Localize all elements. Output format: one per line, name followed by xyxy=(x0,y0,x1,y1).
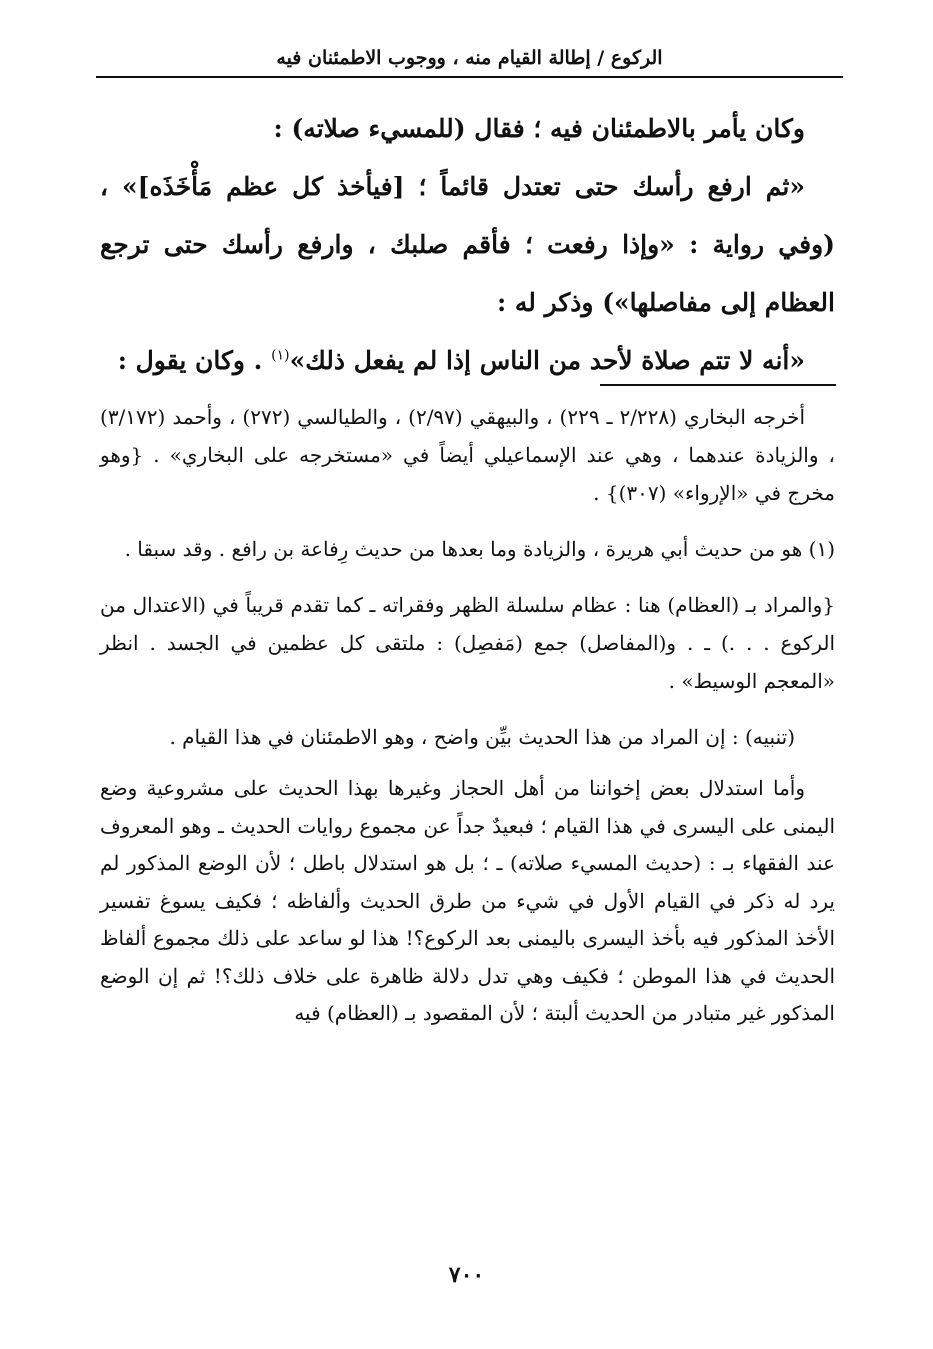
main-paragraph-3-tail: . وكان يقول : xyxy=(117,346,272,375)
murad-note: {والمراد بـ (العظام) هنا : عظام سلسلة الظهر وفقراته ـ كما تقدم قريباً في (الاعتدال من الركوع . . .) ـ . و(المفاصل) جمع (مَفصِل) : ملتقى كل عظمين في الجسد . انظر «المعجم الوسيط» . xyxy=(100,593,835,693)
main-paragraph-3 xyxy=(100,332,835,390)
main-paragraph-1: وكان يأمر بالاطمئنان فيه ؛ فقال (للمسيء صلاته) : xyxy=(273,114,805,143)
tanbih-note: (تنبيه) : إن المراد من هذا الحديث بيِّن واضح ، وهو الاطمئنان في هذا القيام . xyxy=(169,725,795,749)
running-header: الركوع / إطالة القيام منه ، ووجوب الاطمئنان فيه xyxy=(276,47,663,69)
footnote-reference: (١) xyxy=(271,347,290,364)
footnote-separator xyxy=(600,384,836,386)
hadith-quote: «أنه لا تتم صلاة لأحد من الناس إذا لم يفعل ذلك» xyxy=(289,346,805,375)
footnotes xyxy=(100,398,835,1033)
main-paragraph-2: «ثم ارفع رأسك حتى تعتدل قائماً ؛ [فيأخذ كل عظم مَأْخَذَه]» ، (وفي رواية : «وإذا رفعت ؛ فأقم صلبك ، وارفع رأسك حتى ترجع العظام إلى مفاصلها») وذكر له : xyxy=(100,172,835,317)
main-text xyxy=(100,100,835,390)
page-number: ٧٠٠ xyxy=(448,1262,485,1288)
essay-paragraph: وأما استدلال بعض إخواننا من أهل الحجاز وغيرها بهذا الحديث على مشروعية وضع اليمنى على اليسرى في هذا القيام ؛ فبعيدٌ جداً عن مجموع روايات الحديث ـ وهو المعروف عند الفقهاء بـ : (حديث المسيء صلاته) ـ ؛ بل هو استدلال باطل ؛ لأن الوضع المذكور لم يرد له ذكر في القيام الأول في شيء من طرق الحديث وألفاظه ؛ فكيف يسوغ تفسير الأخذ المذكور فيه بأخذ اليسرى باليمنى بعد الركوع؟! هذا لو ساعد على ذلك مجموع ألفاظ الحديث في هذا الموطن ؛ فكيف وهي تدل دلالة ظاهرة على خلاف ذلك؟! ثم إن الوضع المذكور غير متبادر من الحديث ألبتة ؛ لأن المقصود بـ (العظام) فيه xyxy=(100,776,835,1025)
header-rule xyxy=(96,76,843,78)
takhrij-note: أخرجه البخاري (٢/٢٢٨ ـ ٢٢٩) ، والبيهقي (٢/٩٧) ، والطيالسي (٢٧٢) ، وأحمد (٣/١٧٢) ، والزيادة عندهما ، وهي عند الإسماعيلي أيضاً في «مستخرجه على البخاري» . {وهو مخرج في «الإرواء» (٣٠٧)} . xyxy=(100,405,835,505)
footnote-1: (١) هو من حديث أبي هريرة ، والزيادة وما بعدها من حديث رِفاعة بن رافع . وقد سبقا . xyxy=(124,537,835,561)
